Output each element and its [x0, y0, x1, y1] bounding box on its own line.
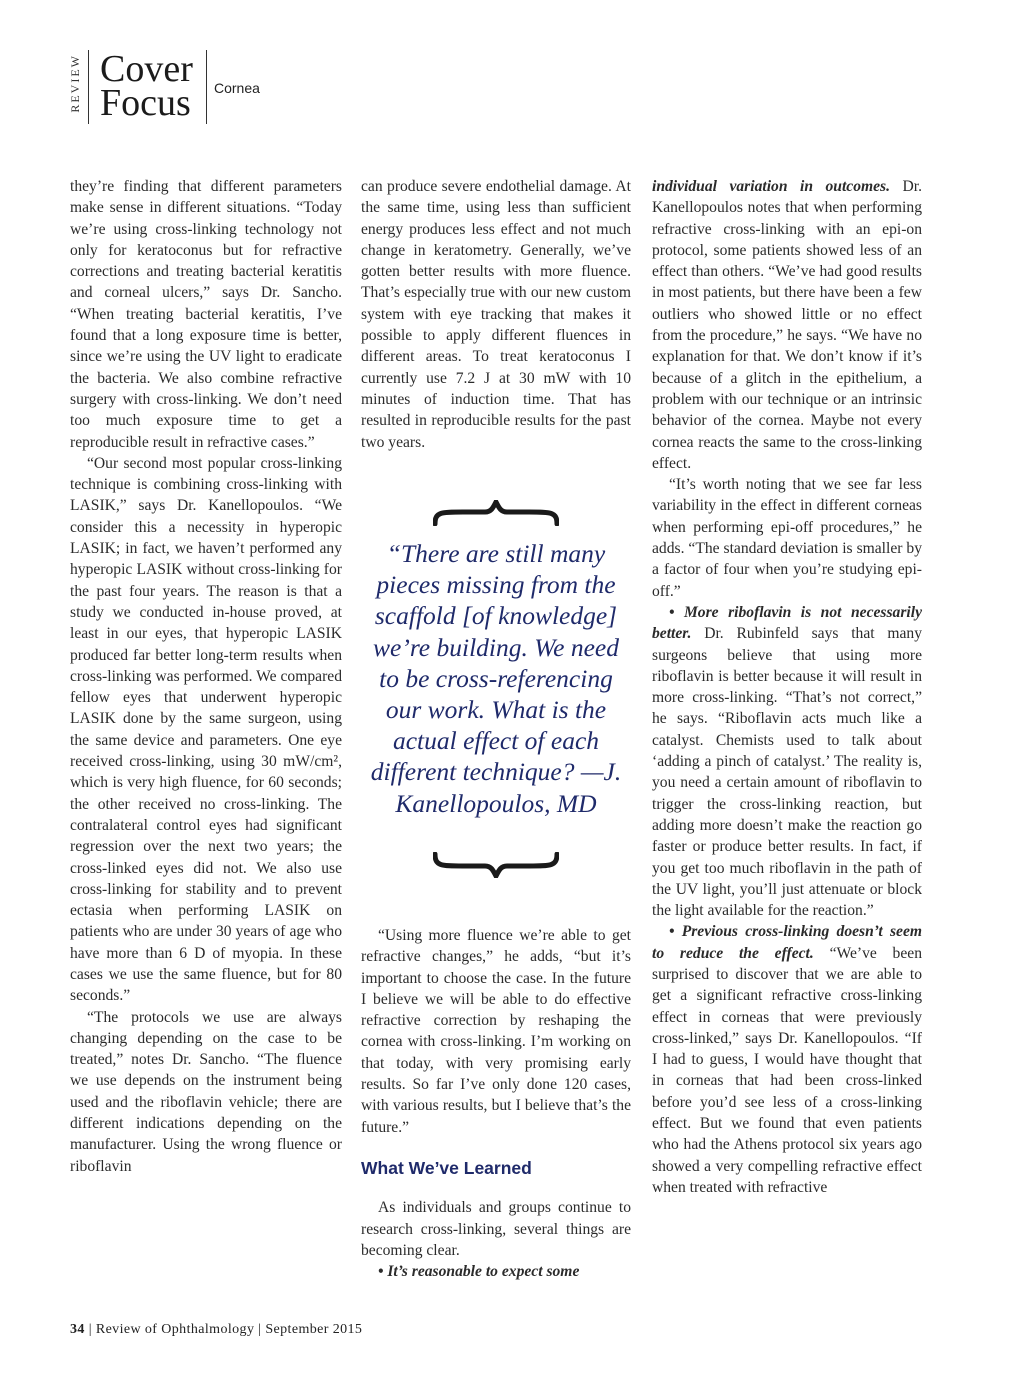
paragraph: “We’ve been surprised to discover that we are able to get a significant refractive cross-linking effect in corneas that were previously cross-linked,” says Dr. Kanellopoulos. “If I had to guess, I would have thought that in corneas that had been cross-linked before you’d see less of a cross-linking effect. But we found that even patients who had the Athens protocol six years ago showed a very compelling refractive effect when treated with refractive: [652, 944, 922, 1196]
pull-quote-text: “There are still many pieces missing from the scaffold [of knowledge] we’re building. We need to be cross-referencing our work. What is the actual effect of each different technique? —J. Kanellopoulos, MD: [370, 539, 622, 818]
paragraph: can produce severe endothelial damage. At the same time, using less than sufficient energy produces less effect and not much change in keratometry. Generally, we’ve gotten better results with more fluence. That’s especially true with our new custom system with eye tracking that makes it possible to apply different fluences in different areas. To treat keratoconus I currently use 7.2 J at 30 mW with 10 minutes of induction time. That has resulted in reproducible results for the past two years.: [361, 178, 631, 451]
section-heading: What We’ve Learned: [361, 1157, 532, 1178]
paragraph: “Using more fluence we’re able to get refractive changes,” he adds, “but it’s important to choose the case. In the future I believe we will be able to do effective refractive correction by reshaping the cornea with cross-linking. I’m working on that today, with very promising early results. So far I’ve only done 120 cases, with various results, but I believe that’s the future.”: [361, 927, 631, 1136]
review-label: REVIEW: [68, 54, 82, 113]
column-2-lower: [361, 925, 631, 1282]
bullet-heading: • Previous cross-linking doesn’t seem to reduce the effect.: [652, 923, 922, 962]
paragraph: Dr. Rubinfeld says that many surgeons believe that using more riboflavin is better because it will result in more cross-linking. “That’s not correct,” he says. “Riboflavin acts much like a catalyst. Chemists used to talk about ‘adding a pinch of catalyst.’ The reality is, you need a certain amount of riboflavin to trigger the cross-linking reaction, but adding more doesn’t make the reaction go faster or produce better results. In fact, if you get too much riboflavin in the path of the UV light, you’ll just attenuate or block the light available for the reaction.”: [652, 625, 922, 920]
bullet-heading: individual variation in outcomes.: [652, 178, 891, 195]
page-footer: 34 | Review of Ophthalmology | September 2015: [70, 1322, 363, 1337]
bottom-brace-icon: [433, 852, 559, 878]
publication-name: Review of Ophthalmology: [95, 1322, 255, 1337]
page-number: 34: [70, 1322, 85, 1337]
header-divider-left: [88, 50, 89, 124]
pull-quote: [361, 500, 631, 895]
bullet-heading: • More riboflavin is not necessarily better.: [652, 603, 922, 643]
section-tag: Cornea: [214, 80, 260, 96]
paragraph: “Our second most popular cross-linking technique is combining cross-linking with LASIK,” says Dr. Kanellopoulos. “We consider this a necessity in hyperopic LASIK; in fact, we haven’t performed any hyperopic LASIK without cross-linking for the past four years. The reason is that a study we conducted in-house proved, at least in our eyes, that hyperopic LASIK produced far better long-term results when cross-linking was performed. We compared fellow eyes that underwent hyperopic LASIK done by the same surgeon, using the same device and parameters. One eye received cross-linking, using 30 mW/cm², which is very high fluence, for 60 seconds; the other received no cross-linking. The contralateral control eyes had significant regression over the next two years; the cross-linked eyes did not. We also use cross-linking for stability and to prevent ectasia when performing LASIK on patients who are under 30 years of age who have more than 6 D of myopia. In these cases we use the same fluence, but for 80 seconds.”: [70, 454, 342, 1005]
title-line-1: Cover: [100, 48, 193, 90]
column-1: [70, 176, 342, 1177]
paragraph: Dr. Kanellopoulos notes that when performing refractive cross-linking with an epi-on protocol, some patients showed less of an effect than others. “We’ve had good results in most patients, but there have been a few outliers who showed little or no effect from the procedure,” he says. “We have no explanation for that. We don’t know if it’s because of a glitch in the epithelium, a problem with our technique or an intrinsic behavior of the cornea. Maybe not every cornea reacts the same to the cross-linking effect.: [652, 178, 922, 472]
issue-date: September 2015: [265, 1322, 363, 1337]
paragraph: “The protocols we use are always changing depending on the case to be treated,” notes Dr. Sancho. “The fluence we use depends on the instrument being used and the riboflavin vehicle; there are different indications depending on the manufacturer. Using the wrong fluence or riboflavin: [70, 1008, 342, 1175]
top-brace-icon: [433, 500, 559, 526]
bullet-heading: • It’s reasonable to expect some: [378, 1263, 580, 1281]
paragraph: “It’s worth noting that we see far less variability in the effect in different corneas when performing epi-off procedures,” he adds. “The standard deviation is smaller by a factor of four when you’re studying epi-off.”: [652, 476, 922, 600]
page-title: [100, 48, 193, 124]
title-line-2: Focus: [100, 82, 191, 124]
paragraph: they’re finding that different parameters make sense in different situations. “Today we’re using cross-linking technology not only for keratoconus but for refractive corrections and treating bacterial keratitis and corneal ulcers,” says Dr. Sancho. “When treating bacterial keratitis, I’ve found that a long exposure time is better, since we’re using the UV light to eradicate the bacteria. We also combine refractive surgery with cross-linking. We don’t need too much exposure time to get a reproducible result in refractive cases.”: [70, 178, 342, 451]
column-3: [652, 176, 922, 1198]
paragraph: As individuals and groups continue to research cross-linking, several things are becoming clear.: [361, 1199, 631, 1259]
column-2: [361, 176, 631, 453]
header-divider-right: [206, 50, 207, 124]
